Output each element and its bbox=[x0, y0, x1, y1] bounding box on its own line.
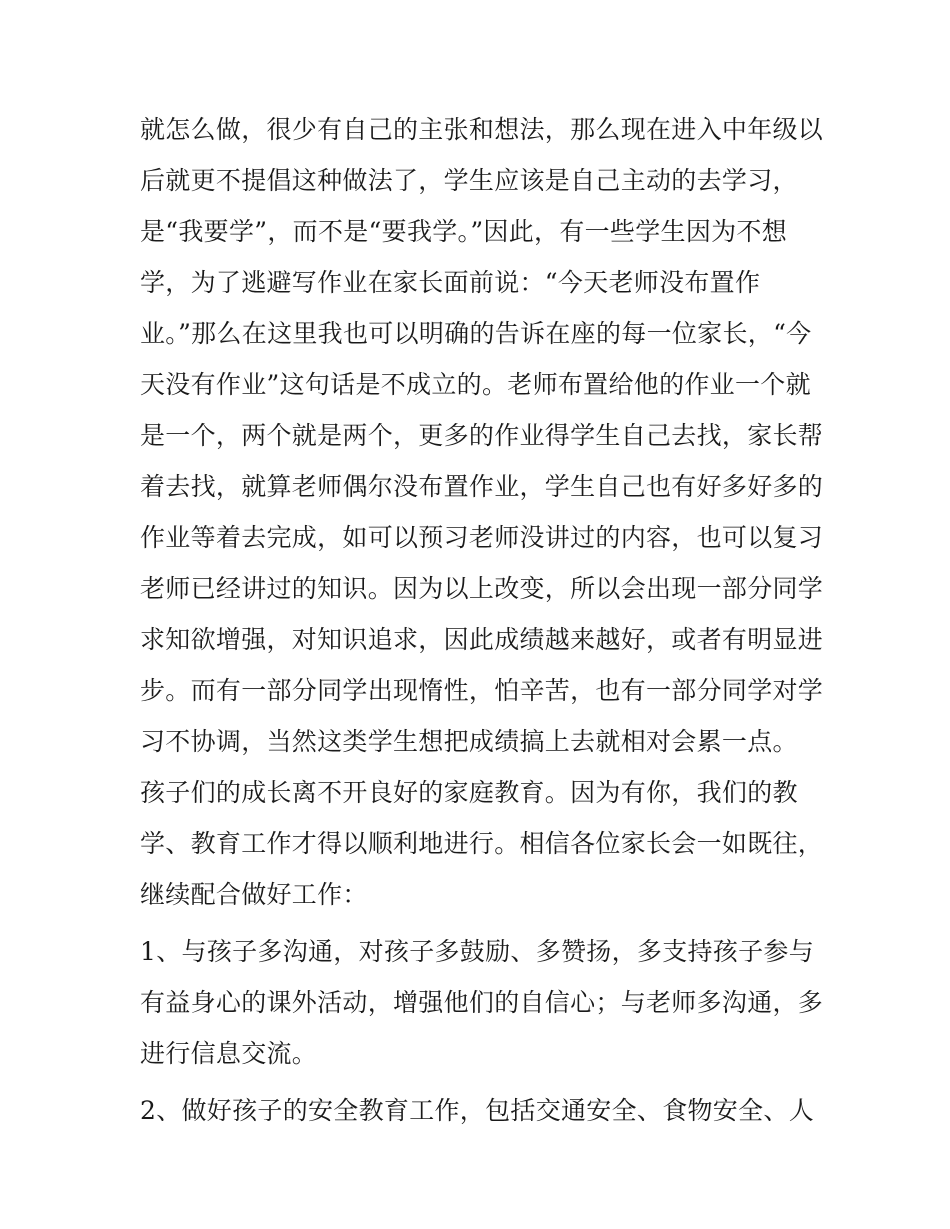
text-line: 孩子们的成长离不开良好的家庭教育。因为有你，我们的教 bbox=[140, 778, 798, 807]
text-line: 求知欲增强，对知识追求，因此成绩越来越好，或者有明显进 bbox=[140, 625, 824, 654]
list-item-line: 有益身心的课外活动，增强他们的自信心；与老师多沟通，多 bbox=[140, 988, 824, 1017]
text-line: 是“我要学”，而不是“要我学。”因此，有一些学生因为不想 bbox=[140, 217, 788, 246]
list-item-line: 1、与孩子多沟通，对孩子多鼓励、多赞扬，多支持孩子参与 bbox=[140, 937, 815, 966]
list-item-line: 2、做好孩子的安全教育工作，包括交通安全、食物安全、人 bbox=[140, 1096, 815, 1125]
text-line: 习不协调，当然这类学生想把成绩搞上去就相对会累一点。 bbox=[140, 727, 798, 756]
text-line: 继续配合做好工作： bbox=[140, 880, 368, 909]
text-line: 着去找，就算老师偶尔没布置作业，学生自己也有好多好多的 bbox=[140, 472, 824, 501]
text-line: 天没有作业”这句话是不成立的。老师布置给他的作业一个就 bbox=[140, 370, 811, 399]
text-line: 业。”那么在这里我也可以明确的告诉在座的每一位家长，“今 bbox=[140, 319, 812, 348]
body-text bbox=[140, 104, 824, 1136]
text-line: 老师已经讲过的知识。因为以上改变，所以会出现一部分同学 bbox=[140, 574, 824, 603]
text-line: 就怎么做，很少有自己的主张和想法，那么现在进入中年级以 bbox=[140, 115, 824, 144]
text-line: 学、教育工作才得以顺利地进行。相信各位家长会一如既往， bbox=[140, 829, 824, 858]
list-item-line: 进行信息交流。 bbox=[140, 1039, 318, 1068]
text-line: 作业等着去完成，如可以预习老师没讲过的内容，也可以复习 bbox=[140, 523, 824, 552]
text-line: 后就更不提倡这种做法了，学生应该是自己主动的去学习， bbox=[140, 166, 798, 195]
text-line: 学，为了逃避写作业在家长面前说：“今天老师没布置作 bbox=[140, 268, 761, 297]
text-line: 是一个，两个就是两个，更多的作业得学生自己去找，家长帮 bbox=[140, 421, 824, 450]
text-line: 步。而有一部分同学出现惰性，怕辛苦，也有一部分同学对学 bbox=[140, 676, 824, 705]
